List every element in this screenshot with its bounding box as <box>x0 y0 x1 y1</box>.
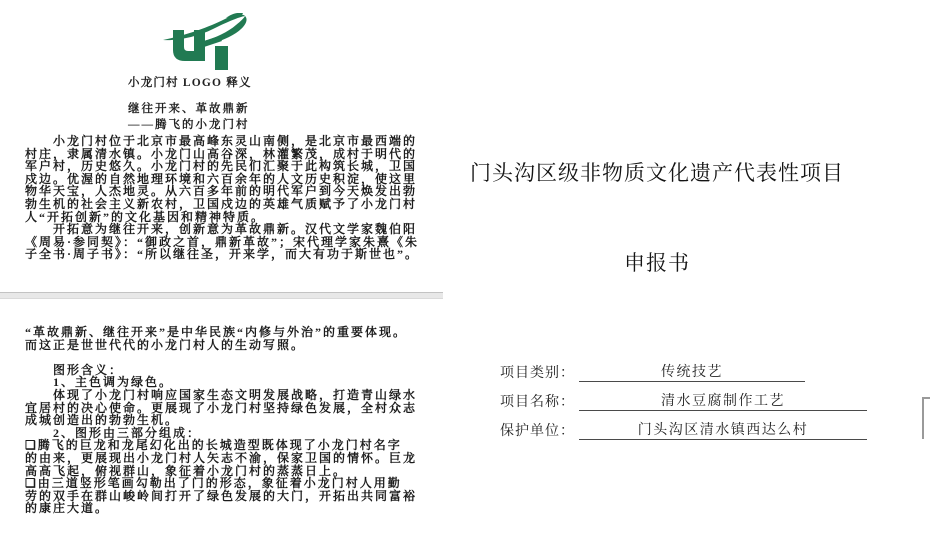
application-title <box>458 98 856 338</box>
body-line: 高高飞起，俯视群山，象征着小龙门村的蒸蒸日上。 <box>25 463 348 478</box>
body-line: 图形含义： <box>25 362 124 377</box>
logo-caption: 小龙门村 LOGO 释义 <box>128 77 252 89</box>
body-line: 戍边。优渥的自然地理环境和六百余年的人文历史积淀，使这里 <box>25 171 418 186</box>
body-line: 宜居村的决心使命。更展现了小龙门村坚持绿色发展，全村众志 <box>25 400 418 415</box>
body-line <box>25 351 425 364</box>
application-title-line1: 门头沟区级非物质文化遗产代表性项目 <box>470 161 844 185</box>
body-line: ❑腾飞的巨龙和龙尾幻化出的长城造型既体现了小龙门村名字 <box>25 438 402 453</box>
left-page-2 <box>0 299 443 533</box>
body-line: “革故鼎新、继往开来”是中华民族“内修与外治”的重要体现。 <box>25 325 408 339</box>
field-label: 项目名称： <box>500 395 575 410</box>
body-line: 2、图形由三部分组成： <box>25 425 202 440</box>
page1-body <box>25 135 425 261</box>
body-line: 勃生机的社会主义新农村，卫国戍边的英雄气质赋予了小龙门村 <box>25 196 418 211</box>
page-break-divider <box>0 292 443 299</box>
body-line: 而这正是世世代代的小龙门村人的生动写照。 <box>25 337 306 352</box>
body-line: 体现了小龙门村响应国家生态文明发展战略，打造青山绿水 <box>25 387 418 402</box>
field-underline <box>579 361 805 382</box>
left-page-1 <box>0 0 443 292</box>
body-line: 成城创造出的勃勃生机。 <box>25 413 180 428</box>
page2-body <box>25 326 425 515</box>
field-label: 保护单位： <box>500 424 575 439</box>
field-row-project-name <box>500 391 867 411</box>
body-line: 人“开拓创新”的文化基因和精神特质。 <box>25 209 266 224</box>
field-value: 清水豆腐制作工艺 <box>661 394 785 409</box>
body-line: ❑由三道竖形笔画勾勒出了门的形态，象征着小龙门村人用勤 <box>25 476 402 491</box>
body-line: 村庄，隶属清水镇。小龙门山高谷深，林灌繁茂，成村于明代的 <box>25 146 418 161</box>
application-title-line2: 申报书 <box>624 251 690 275</box>
body-line: 1、主色调为绿色。 <box>25 375 174 390</box>
next-page-corner <box>922 397 930 439</box>
slogan-line-2: ——腾飞的小龙门村 <box>128 119 250 131</box>
field-value: 门头沟区清水镇西达么村 <box>637 423 809 438</box>
body-line: 的康庄大道。 <box>25 501 110 516</box>
body-line: 《周易·参同契》：“御政之首，鼎新革故”；宋代理学家朱熹《朱 <box>25 234 420 249</box>
field-row-project-category <box>500 362 867 382</box>
village-logo-icon <box>163 13 253 72</box>
body-line: 军户村，历史悠久。小龙门村的先民们汇聚于此构筑长城，卫国 <box>25 159 418 174</box>
slogan-line-1: 继往开来、革故鼎新 <box>128 103 250 115</box>
field-underline <box>579 390 867 411</box>
body-line: 的由来，更展现出小龙门村人矢志不渝，保家卫国的情怀。巨龙 <box>25 450 418 465</box>
field-value: 传统技艺 <box>661 365 723 380</box>
field-label: 项目类别： <box>500 366 575 381</box>
body-line: 子全书·周子书》：“所以继往圣，开来学，而大有功于斯世也”。 <box>25 247 420 262</box>
body-line: 劳的双手在群山峻岭间打开了绿色发展的大门，开拓出共同富裕 <box>25 488 418 503</box>
field-row-protection-unit <box>500 420 867 440</box>
field-underline <box>579 419 867 440</box>
application-form-fields <box>500 362 867 449</box>
body-line: 小龙门村位于北京市最高峰东灵山南侧，是北京市最西端的 <box>25 134 418 148</box>
body-line: 物华天宝，人杰地灵。从六百多年前的明代军户到今天焕发出勃 <box>25 184 418 199</box>
body-line: 开拓意为继往开来，创新意为革故鼎新。汉代文学家魏伯阳 <box>25 222 418 237</box>
